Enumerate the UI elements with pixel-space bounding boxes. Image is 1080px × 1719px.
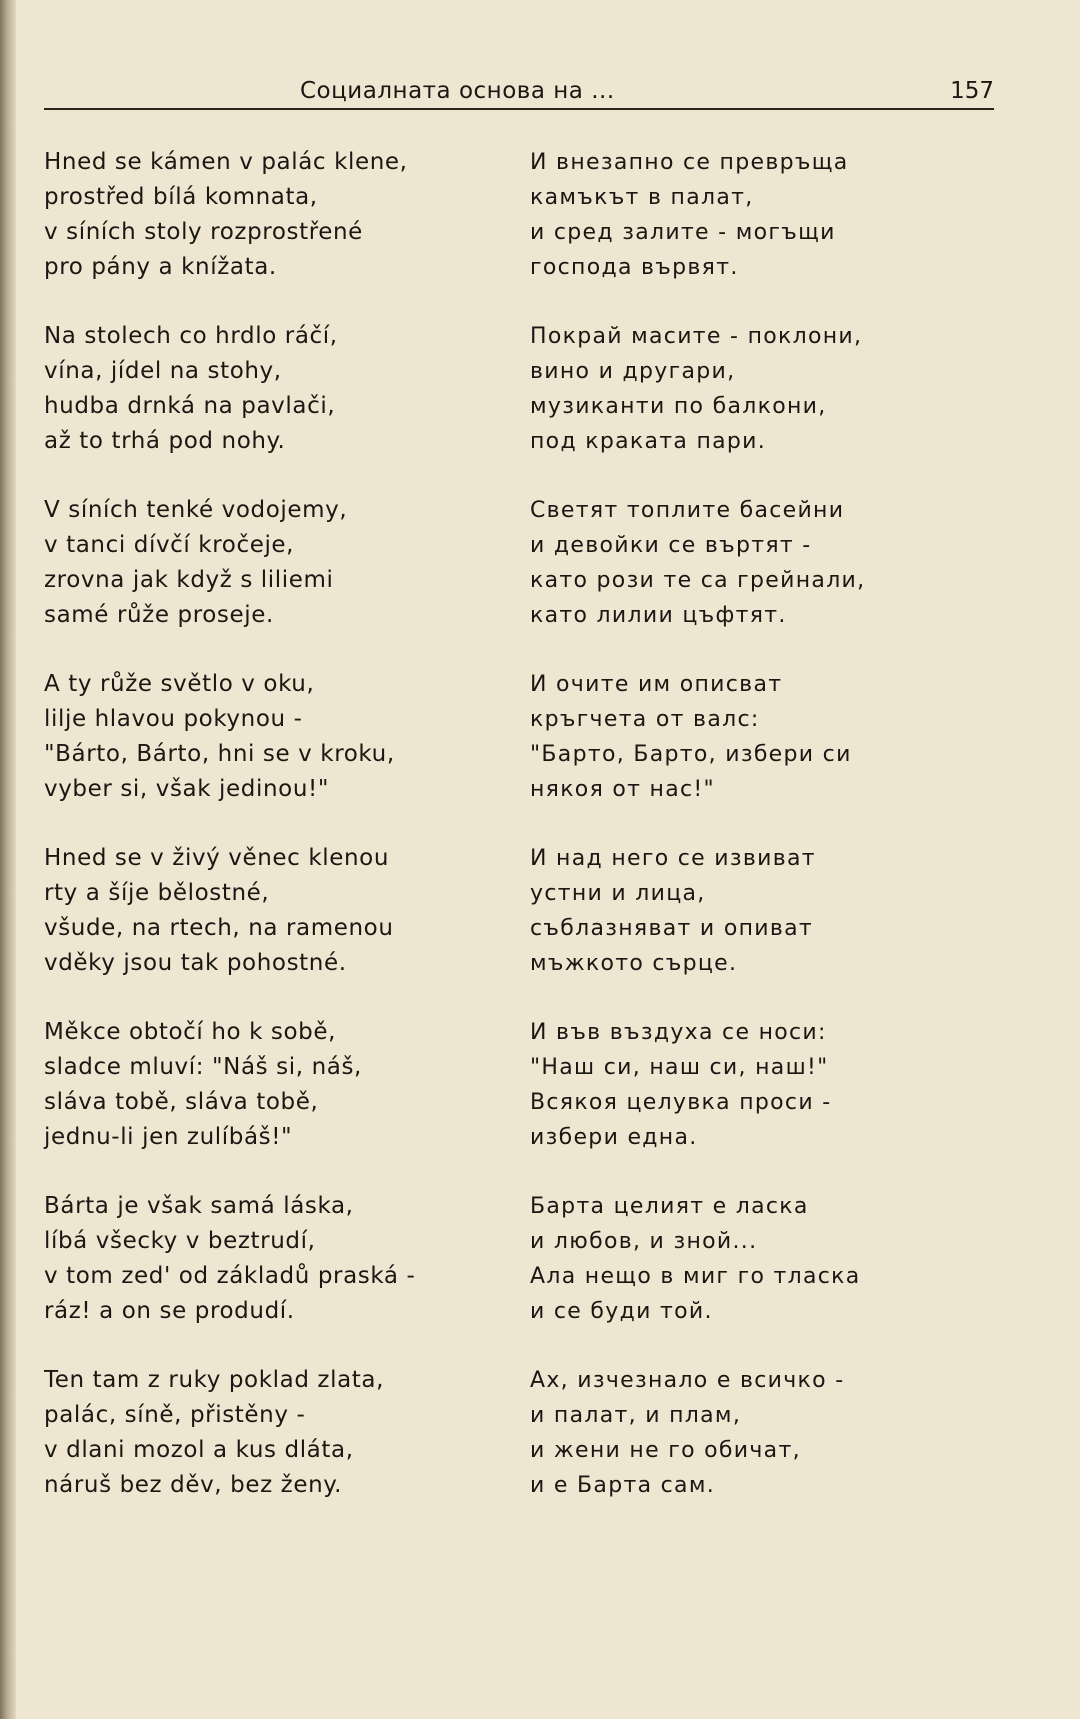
- verse-line: A ty růže světlo v oku,: [44, 671, 315, 697]
- czech-stanza: [44, 319, 534, 493]
- verse-line: кръгчета от валс:: [530, 707, 760, 732]
- verse-line: като рози те са грейнали,: [530, 568, 866, 593]
- czech-stanza: [44, 1363, 534, 1537]
- page-number: 157: [950, 78, 994, 104]
- verse-line: Ах, изчезнало е всичко -: [530, 1368, 845, 1393]
- verse-line: И внезапно се превръща: [530, 150, 849, 175]
- verse-line: и жени не го обичат,: [530, 1438, 801, 1463]
- verse-line: v tom zed' od základů praská -: [44, 1263, 416, 1289]
- bulgarian-stanza: [530, 145, 1050, 319]
- verse-line: музиканти по балкони,: [530, 394, 827, 419]
- verse-line: Hned se v živý věnec klenou: [44, 845, 390, 871]
- verse-line: v síních stoly rozprostřené: [44, 219, 363, 245]
- czech-stanza: [44, 145, 534, 319]
- verse-line: някоя от нас!": [530, 777, 715, 802]
- verse-line: и девойки се въртят -: [530, 533, 812, 558]
- verse-line: вино и другари,: [530, 359, 736, 384]
- verse-line: vyber si, však jedinou!": [44, 776, 330, 802]
- verse-line: Měkce obtočí ho k sobě,: [44, 1019, 337, 1045]
- verse-line: sladce mluví: "Náš si, náš,: [44, 1054, 362, 1080]
- verse-line: камъкът в палат,: [530, 185, 754, 210]
- verse-line: líbá všecky v beztrudí,: [44, 1228, 316, 1254]
- bulgarian-stanza: [530, 319, 1050, 493]
- verse-line: Ten tam z ruky poklad zlata,: [44, 1367, 385, 1393]
- verse-line: и е Барта сам.: [530, 1473, 716, 1498]
- verse-line: Bárta je však samá láska,: [44, 1193, 354, 1219]
- verse-line: rty a šíje bělostné,: [44, 880, 270, 906]
- verse-line: избери една.: [530, 1125, 698, 1150]
- verse-line: palác, síně, přistěny -: [44, 1402, 306, 1428]
- verse-line: Na stolech co hrdlo ráčí,: [44, 323, 338, 349]
- verse-line: ráz! a on se produdí.: [44, 1298, 295, 1324]
- verse-line: sláva tobě, sláva tobě,: [44, 1089, 319, 1115]
- czech-poem-column: [44, 145, 534, 1537]
- verse-line: "Bárto, Bárto, hni se v kroku,: [44, 741, 395, 767]
- verse-line: и сред залите - могъщи: [530, 220, 836, 245]
- header-rule: [44, 108, 994, 110]
- verse-line: под краката пари.: [530, 429, 767, 454]
- verse-line: И във въздуха се носи:: [530, 1020, 827, 1045]
- verse-line: "Барто, Барто, избери си: [530, 742, 852, 767]
- verse-line: И над него се извиват: [530, 846, 816, 871]
- verse-line: v tanci dívčí kročeje,: [44, 532, 295, 558]
- verse-line: zrovna jak když s liliemi: [44, 567, 334, 593]
- verse-line: vína, jídel na stohy,: [44, 358, 282, 384]
- bulgarian-stanza: [530, 1015, 1050, 1189]
- verse-line: pro pány a knížata.: [44, 254, 277, 280]
- verse-line: Барта целият е ласка: [530, 1194, 809, 1219]
- verse-line: устни и лица,: [530, 881, 706, 906]
- verse-line: мъжкото сърце.: [530, 951, 738, 976]
- verse-line: и любов, и зной...: [530, 1229, 758, 1254]
- verse-line: съблазняват и опиват: [530, 916, 814, 941]
- verse-line: V síních tenké vodojemy,: [44, 497, 348, 523]
- verse-line: Hned se kámen v palác klene,: [44, 149, 408, 175]
- page-spine-shadow: [0, 0, 16, 1719]
- verse-line: "Наш си, наш си, наш!": [530, 1055, 829, 1080]
- running-title: Социалната основа на ...: [300, 78, 615, 104]
- verse-line: Всякоя целувка проси -: [530, 1090, 832, 1115]
- verse-line: v dlani mozol a kus dláta,: [44, 1437, 354, 1463]
- verse-line: господа вървят.: [530, 255, 739, 280]
- verse-line: hudba drnká na pavlači,: [44, 393, 336, 419]
- verse-line: až to trhá pod nohy.: [44, 428, 286, 454]
- verse-line: Покрай масите - поклони,: [530, 324, 863, 349]
- verse-line: и се буди той.: [530, 1299, 713, 1324]
- verse-line: samé růže proseje.: [44, 602, 274, 628]
- czech-stanza: [44, 493, 534, 667]
- bulgarian-stanza: [530, 841, 1050, 1015]
- verse-line: като лилии цъфтят.: [530, 603, 787, 628]
- bulgarian-translation-column: [530, 145, 1050, 1537]
- verse-line: jednu-li jen zulíbáš!": [44, 1124, 293, 1150]
- verse-line: и палат, и плам,: [530, 1403, 742, 1428]
- verse-line: náruš bez děv, bez ženy.: [44, 1472, 343, 1498]
- czech-stanza: [44, 1189, 534, 1363]
- czech-stanza: [44, 667, 534, 841]
- bulgarian-stanza: [530, 667, 1050, 841]
- bulgarian-stanza: [530, 1363, 1050, 1537]
- verse-line: И очите им описват: [530, 672, 783, 697]
- bulgarian-stanza: [530, 1189, 1050, 1363]
- czech-stanza: [44, 841, 534, 1015]
- czech-stanza: [44, 1015, 534, 1189]
- bulgarian-stanza: [530, 493, 1050, 667]
- verse-line: prostřed bílá komnata,: [44, 184, 318, 210]
- verse-line: Ала нещо в миг го тласка: [530, 1264, 861, 1289]
- verse-line: Светят топлите басейни: [530, 498, 845, 523]
- verse-line: lilje hlavou pokynou -: [44, 706, 303, 732]
- page-header: [44, 78, 994, 108]
- verse-line: všude, na rtech, na ramenou: [44, 915, 394, 941]
- verse-line: vděky jsou tak pohostné.: [44, 950, 347, 976]
